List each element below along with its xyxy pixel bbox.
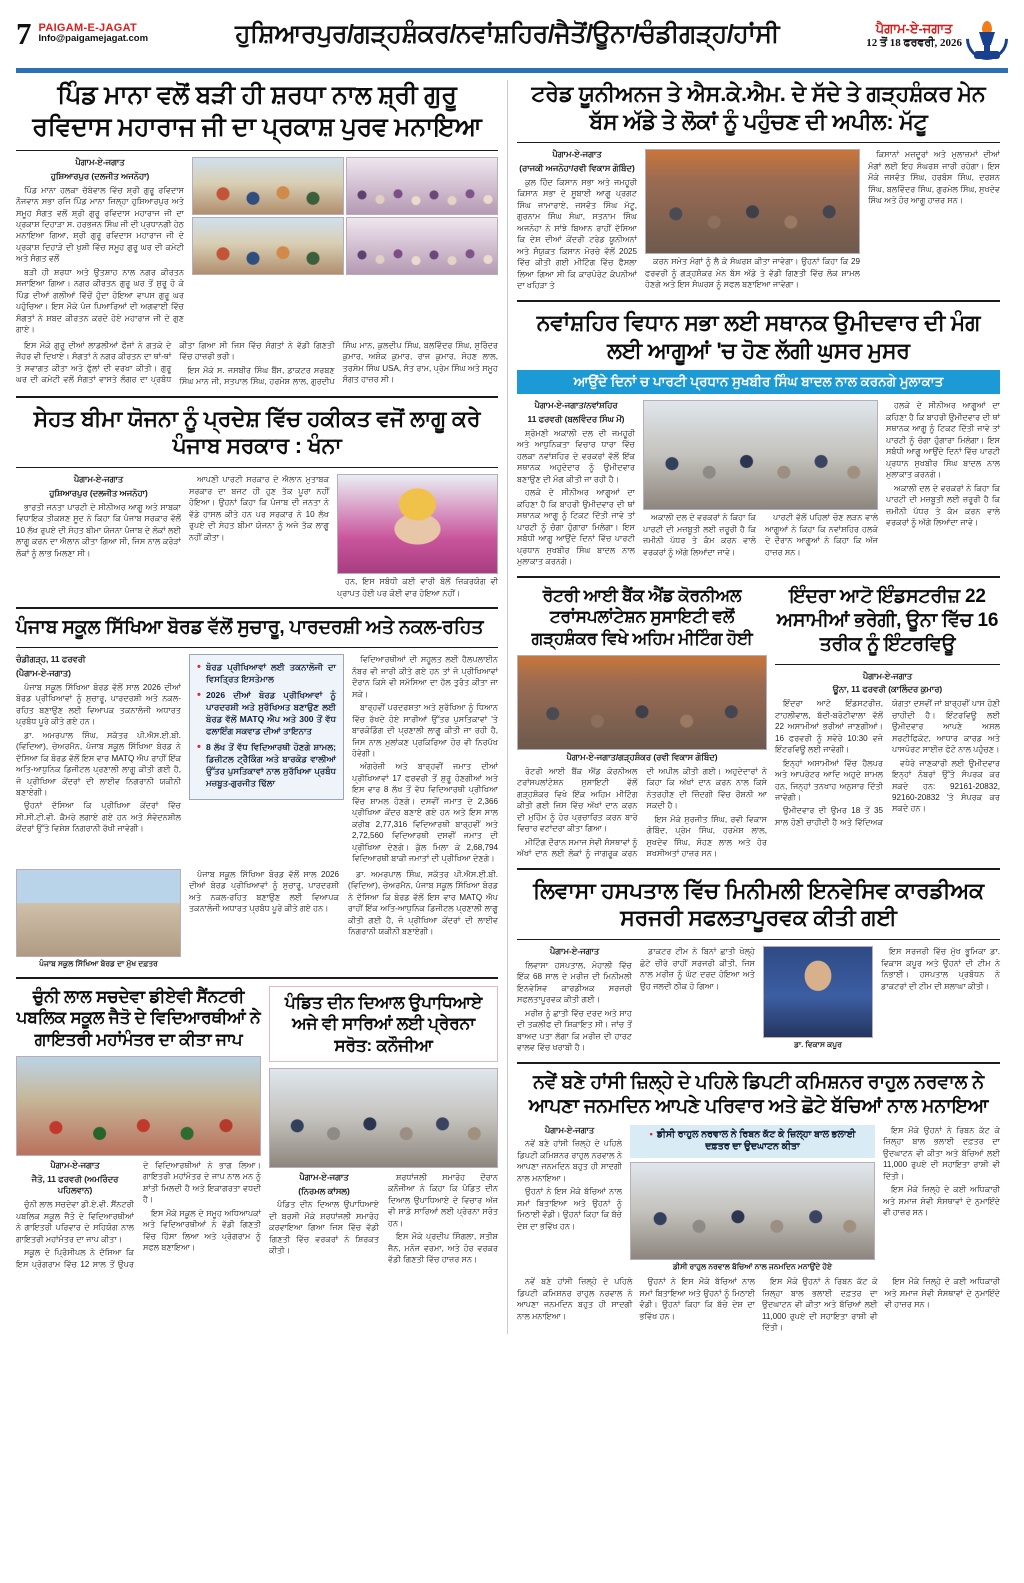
paragraph: ਪੰਡਿਤ ਦੀਨ ਦਿਆਲ ਉਪਾਧਿਆਏ ਦੀ ਬਰਸੀ ਮੌਕੇ ਸ਼ਰਧਾਂਜਲੀ ਸਮਾਰੋਹ ਕਰਵਾਇਆ ਗਿਆ ਜਿਸ ਵਿੱਚ ਵੱਡੀ ਗਿਣਤੀ ਵਿੱਚ ਵਰਕਰਾਂ ਨੇ ਸ਼ਿਰਕਤ ਕੀਤੀ। (269, 1200, 379, 1256)
photo-shradhanjali (269, 1068, 498, 1168)
photo (192, 217, 344, 275)
article-rotary (517, 585, 767, 860)
paragraph: ਪਾਰਟੀ ਵੱਲੋਂ ਪਹਿਲਾਂ ਚੋਣ ਲੜਨ ਵਾਲੇ ਆਗੂਆਂ ਨੇ ਕਿਹਾ ਕਿ ਨਵਾਂਸ਼ਹਿਰ ਹਲਕੇ ਦੇ ਦੌਰਾਨ ਆਗੂਆਂ ਨੇ ਕਿਹਾ ਕਿ ਅੱਜ ਹਾਜ਼ਰ ਸਨ। (765, 513, 878, 557)
paragraph: ਬੜੀ ਹੀ ਸ਼ਰਧਾ ਅਤੇ ਉਤਸ਼ਾਹ ਨਾਲ ਨਗਰ ਕੀਰਤਨ ਸਜਾਇਆ ਗਿਆ। ਨਗਰ ਕੀਰਤਨ ਗੁਰੂ ਘਰ ਤੋਂ ਸ਼ੁਰੂ ਹੋ ਕੇ ਪਿੰਡ ਦੀਆਂ ਗਲੀਆਂ ਵਿੱਚੋਂ ਹੁੰਦਾ ਹੋਇਆ ਵਾਪਸ ਗੁਰੂ ਘਰ ਪਹੁੰਚਿਆ। ਇਸ ਮੌਕੇ ਪੰਜ ਪਿਆਰਿਆਂ ਦੀ ਅਗਵਾਈ ਵਿੱਚ ਸੰਗਤਾਂ ਨੇ ਸ਼ਬਦ ਕੀਰਤਨ ਕਰਦੇ ਹੋਏ ਮਹਾਰਾਜ ਜੀ ਦੇ ਗੁਣ ਗਾਏ। (16, 267, 184, 335)
divider (517, 142, 1000, 143)
byline-paper: ਪੈਗਾਮ-ਏ-ਜਗਾਤ (549, 946, 600, 957)
paragraph: ਆਪਣੀ ਪਾਰਟੀ ਸਰਕਾਰ ਦੇ ਐਲਾਨ ਮੁਤਾਬਕ ਸਰਕਾਰ ਦਾ ਬਜਟ ਹੀ ਹੁਣ ਤੱਕ ਪੂਰਾ ਨਹੀਂ ਹੋਇਆ। ਉਹਨਾਂ ਕਿਹਾ ਕਿ ਪੰਜਾਬ ਦੀ ਜਨਤਾ ਨੇ ਵੱਡੇ ਹਾਸਲ ਕੀਤੇ ਹਨ ਪਰ ਸਰਕਾਰ ਨੇ 10 ਲੱਖ ਰੁਪਏ ਦੀ ਸੇਹਤ ਬੀਮਾ ਯੋਜਨਾ ਨੂੰ ਅਜੇ ਤੱਕ ਲਾਗੂ ਨਹੀਂ ਕੀਤਾ। (189, 475, 329, 542)
brand-name: PAIGAM-E-JAGAT (38, 21, 138, 34)
article-pseb (16, 616, 498, 969)
paragraph: ਇਸ ਮੌਕੇ ਉਹਨਾਂ ਨੇ ਰਿਬਨ ਕੱਟ ਕੇ ਜ਼ਿਲ੍ਹਾ ਬਾਲ ਭਲਾਈ ਦਫ਼ਤਰ ਦਾ ਉਦਘਾਟਨ ਵੀ ਕੀਤਾ ਅਤੇ ਬੱਚਿਆਂ ਲਈ 11,000 ਰੁਪਏ ਦੀ ਸਹਾਇਤਾ ਰਾਸ਼ੀ ਵੀ ਦਿੱਤੀ। (762, 1277, 878, 1333)
pseb-highlights-box (189, 654, 344, 800)
headline-ravidas: ਪਿੰਡ ਮਾਨਾ ਵਲੋਂ ਬੜੀ ਹੀ ਸ਼ਰਧਾ ਨਾਲ ਸ਼੍ਰੀ ਗੁਰੂ ਰਵਿਦਾਸ ਮਹਾਰਾਜ ਜੀ ਦਾ ਪ੍ਰਕਾਸ਼ ਪੁਰਵ ਮਨਾਇਆ (32, 81, 482, 141)
photo (346, 157, 498, 215)
paragraph: ਡਾਕਟਰ ਟੀਮ ਨੇ ਬਿਨਾਂ ਛਾਤੀ ਖੋਲ੍ਹੇ ਛੋਟੇ ਚੀਰੇ ਰਾਹੀਂ ਸਰਜਰੀ ਕੀਤੀ, ਜਿਸ ਨਾਲ ਮਰੀਜ਼ ਨੂੰ ਘੱਟ ਦਰਦ ਹੋਇਆ ਅਤੇ ਉਹ ਜਲਦੀ ਠੀਕ ਹੋ ਗਿਆ। (640, 947, 755, 991)
byline-paper: ਪੈਗਾਮ-ਏ-ਜਗਾਤ (299, 1171, 349, 1182)
paragraph: ਲਿਵਾਸਾ ਹਸਪਤਾਲ, ਮੋਹਾਲੀ ਵਿੱਚ ਇੱਕ 68 ਸਾਲ ਦੇ ਮਰੀਜ਼ ਦੀ ਮਿਨੀਮਲੀ ਇਨਵੇਸਿਵ ਕਾਰਡੀਅਕ ਸਰਜਰੀ ਸਫਲਤਾਪੂਰਵਕ ਕੀਤੀ ਗਈ। (517, 960, 632, 1005)
paragraph: ਕਿਸਾਨਾਂ ਮਜ਼ਦੂਰਾਂ ਅਤੇ ਮੁਲਾਜ਼ਮਾਂ ਦੀਆਂ ਮੰਗਾਂ ਲਈ ਇਹ ਸੰਘਰਸ਼ ਜਾਰੀ ਰਹੇਗਾ। ਇਸ ਮੌਕੇ ਜਸਵੰਤ ਸਿੰਘ, ਹਰਬੰਸ ਸਿੰਘ, ਦਰਸ਼ਨ ਸਿੰਘ, ਬਲਵਿੰਦਰ ਸਿੰਘ, ਗੁਰਮੇਲ ਸਿੰਘ, ਸੁਖਦੇਵ ਸਿੰਘ ਅਤੇ ਹੋਰ ਆਗੂ ਹਾਜ਼ਰ ਸਨ। (868, 150, 1000, 206)
photo-caption: ਡੀਸੀ ਰਾਹੁਲ ਨਰਵਾਲ ਬੱਚਿਆਂ ਨਾਲ ਜਨਮਦਿਨ ਮਨਾਉਂਦੇ ਹੋਏ (672, 1262, 833, 1272)
article-livasa (517, 877, 1000, 1054)
paragraph: ਮੀਟਿੰਗ ਦੌਰਾਨ ਸਮਾਜ ਸੇਵੀ ਸੰਸਥਾਵਾਂ ਨੂੰ ਅੱਖਾਂ ਦਾਨ ਲਈ ਲੋਕਾਂ ਨੂੰ ਜਾਗਰੂਕ ਕਰਨ ਦੀ ਅਪੀਲ ਕੀਤੀ ਗਈ। ਅਹੁਦੇਦਾਰਾਂ ਨੇ ਕਿਹਾ ਕਿ ਅੱਖਾਂ ਦਾਨ ਕਰਨ ਨਾਲ ਕਿਸੇ ਨੇਤਰਹੀਣ ਦੀ ਜ਼ਿੰਦਗੀ ਵਿੱਚ ਰੌਸ਼ਨੀ ਆ ਸਕਦੀ ਹੈ। (517, 766, 767, 859)
paragraph: ਅਕਾਲੀ ਦਲ ਦੇ ਵਰਕਰਾਂ ਨੇ ਕਿਹਾ ਕਿ ਪਾਰਟੀ ਦੀ ਮਜ਼ਬੂਤੀ ਲਈ ਜ਼ਰੂਰੀ ਹੈ ਕਿ ਜ਼ਮੀਨੀ ਪੱਧਰ ਤੇ ਕੰਮ ਕਰਨ ਵਾਲੇ ਵਰਕਰਾਂ ਨੂੰ ਅੱਗੇ ਲਿਆਂਦਾ ਜਾਵੇ। (643, 513, 756, 557)
brand-email: Info@paigamejagat.com (38, 33, 149, 45)
paragraph: ਡਾ. ਅਮਰਪਾਲ ਸਿੰਘ, ਸਕੱਤਰ ਪੀ.ਐਸ.ਈ.ਬੀ. (ਵਿਦਿਆ), ਚੇਅਰਮੈਨ, ਪੰਜਾਬ ਸਕੂਲ ਸਿੱਖਿਆ ਬੋਰਡ ਨੇ ਦੱਸਿਆ ਕਿ ਬੋਰਡ ਵੱਲੋਂ ਇਸ ਵਾਰ MATQ ਐਪ ਰਾਹੀਂ ਇੱਕ ਅਤਿ-ਆਧੁਨਿਕ ਡਿਜੀਟਲ ਪ੍ਰਣਾਲੀ ਲਾਗੂ ਕੀਤੀ ਗਈ ਹੈ, ਜੋ ਪ੍ਰੀਖਿਆ ਕੇਂਦਰਾਂ ਦੀ ਲਾਈਵ ਨਿਗਰਾਨੀ ਯਕੀਨੀ ਬਣਾਏਗੀ। (16, 730, 181, 797)
pandit-headline-box (269, 986, 498, 1062)
photo-gayatri-jaap (16, 1056, 261, 1156)
paragraph: ਉਹਨਾਂ ਨੇ ਇਸ ਮੌਕੇ ਬੱਚਿਆਂ ਨਾਲ ਸਮਾਂ ਬਿਤਾਇਆ ਅਤੇ ਉਹਨਾਂ ਨੂੰ ਮਿਠਾਈ ਵੰਡੀ। ਉਹਨਾਂ ਕਿਹਾ ਕਿ ਬੱਚੇ ਦੇਸ਼ ਦਾ ਭਵਿੱਖ ਹਨ। (639, 1277, 755, 1321)
paragraph: ਹਲਕੇ ਦੇ ਸੀਨੀਅਰ ਆਗੂਆਂ ਦਾ ਕਹਿਣਾ ਹੈ ਕਿ ਬਾਹਰੀ ਉਮੀਦਵਾਰ ਦੀ ਥਾਂ ਸਥਾਨਕ ਆਗੂ ਨੂੰ ਟਿਕਟ ਦਿੱਤੀ ਜਾਵੇ ਤਾਂ ਪਾਰਟੀ ਨੂੰ ਚੰਗਾ ਹੁੰਗਾਰਾ ਮਿਲੇਗਾ। ਇਸ ਸਬੰਧੀ ਆਗੂ ਆਉਂਦੇ ਦਿਨਾਂ ਵਿੱਚ ਪਾਰਟੀ ਪ੍ਰਧਾਨ ਸੁਖਬੀਰ ਸਿੰਘ ਬਾਦਲ ਨਾਲ ਮੁਲਾਕਾਤ ਕਰਨਗੇ। (517, 488, 635, 567)
photo-caption: ਡਾ. ਵਿਕਾਸ ਕਪੂਰ (794, 1040, 842, 1050)
paragraph: ਇਸ ਮੌਕੇ ਸਕੂਲ ਦੇ ਸਮੂਹ ਅਧਿਆਪਕਾਂ ਅਤੇ ਵਿਦਿਆਰਥੀਆਂ ਨੇ ਵੱਡੀ ਗਿਣਤੀ ਵਿੱਚ ਹਿੱਸਾ ਲਿਆ ਅਤੇ ਪ੍ਰੋਗਰਾਮ ਨੂੰ ਸਫਲ ਬਣਾਇਆ। (143, 1208, 261, 1253)
content-grid (16, 80, 1008, 1334)
paragraph: ਨਵੇਂ ਬਣੇ ਹਾਂਸੀ ਜ਼ਿਲ੍ਹੇ ਦੇ ਪਹਿਲੇ ਡਿਪਟੀ ਕਮਿਸ਼ਨਰ ਰਾਹੁਲ ਨਰਵਾਲ ਨੇ ਆਪਣਾ ਜਨਮਦਿਨ ਬਹੁਤ ਹੀ ਸਾਦਗੀ ਨਾਲ ਮਨਾਇਆ। (517, 1139, 622, 1183)
divider (16, 977, 498, 979)
byline-paper: ਪੈਗਾਮ-ਏ-ਜਗਾਤ (862, 670, 913, 681)
byline-place: ਹੁਸ਼ਿਆਰਪੁਰ (ਦਲਜੀਤ ਅਜਨੋਹਾ) (49, 487, 148, 498)
brand-block (39, 22, 149, 46)
left-column (16, 80, 508, 1334)
divider (16, 150, 498, 151)
paragraph: ਵਧੇਰੇ ਜਾਣਕਾਰੀ ਲਈ ਉਮੀਦਵਾਰ ਇਨ੍ਹਾਂ ਨੰਬਰਾਂ ਉੱਤੇ ਸੰਪਰਕ ਕਰ ਸਕਦੇ ਹਨ: 92161-20832, 92160-20832 'ਤੇ ਸੰਪਰਕ ਕਰ ਸਕਦੇ ਹਨ। (892, 758, 1000, 814)
headline-pseb: ਪੰਜਾਬ ਸਕੂਲ ਸਿੱਖਿਆ ਬੋਰਡ ਵੱਲੋਂ ਸੁਚਾਰੂ, ਪਾਰਦਰਸ਼ੀ ਅਤੇ ਨਕਲ-ਰਹਿਤ (16, 617, 484, 639)
photo (346, 217, 498, 275)
divider (16, 607, 498, 609)
divider (517, 1062, 1000, 1064)
headline-nawanshahr: ਨਵਾਂਸ਼ਹਿਰ ਵਿਧਾਨ ਸਭਾ ਲਈ ਸਥਾਨਕ ਉਮੀਦਵਾਰ ਦੀ ਮੰਗ ਲਈ ਆਗੂਆਂ 'ਚ ਹੋਣ ਲੱਗੀ ਘੁਸਰ ਮੁਸਰ (536, 309, 981, 363)
paragraph: ਸ਼੍ਰੋਮਣੀ ਅਕਾਲੀ ਦਲ ਦੀ ਜਮਹੂਰੀ ਅਤੇ ਆਧੁਨਿਕਤਾ ਵਿਚਾਰ ਧਾਰਾ ਵਿੱਚ ਹਲਕਾ ਨਵਾਂਸ਼ਹਿਰ ਦੇ ਵਰਕਰਾਂ ਵੱਲੋਂ ਇੱਕ ਸਥਾਨਕ ਅਹੁਦੇਦਾਰ ਨੂੰ ਉਮੀਦਵਾਰ ਬਣਾਉਣ ਦੀ ਮੰਗ ਕੀਤੀ ਜਾ ਰਹੀ ਹੈ। (517, 428, 635, 484)
page-number: 7 (16, 16, 32, 51)
photo-caption: ਪੰਜਾਬ ਸਕੂਲ ਸਿੱਖਿਆ ਬੋਰਡ ਦਾ ਮੁੱਖ ਦਫ਼ਤਰ (39, 958, 158, 968)
headline-pandit-deen: ਪੰਡਿਤ ਦੀਨ ਦਿਆਲ ਉਪਾਧਿਆਏ ਅਜੇ ਵੀ ਸਾਰਿਆਂ ਲਈ ਪ੍ਰੇਰਨਾ ਸਰੋਤ: ਕਨੌਜੀਆ (284, 992, 483, 1055)
divider (16, 467, 498, 468)
paragraph: ਰੋਟਰੀ ਆਈ ਬੈਂਕ ਐਂਡ ਕੋਰਨੀਅਲ ਟਰਾਂਸਪਲਾਂਟੇਸ਼ਨ ਸੁਸਾਇਟੀ ਵੱਲੋਂ ਗੜ੍ਹਸ਼ੰਕਰ ਵਿਖੇ ਇੱਕ ਅਹਿਮ ਮੀਟਿੰਗ ਕੀਤੀ ਗਈ ਜਿਸ ਵਿੱਚ ਅੱਖਾਂ ਦਾਨ ਕਰਨ ਦੀ ਮੁਹਿੰਮ ਨੂੰ ਹੋਰ ਪ੍ਰਚਾਰਿਤ ਕਰਨ ਬਾਰੇ ਵਿਚਾਰ ਵਟਾਂਦਰਾ ਕੀਤਾ ਗਿਆ। (517, 766, 638, 834)
byline-place: 11 ਫਰਵਰੀ (ਬਲਵਿੰਦਰ ਸਿੰਘ ਮੌਂ) (527, 414, 625, 425)
byline-place: (ਨਿਰਮਲ ਕਾਂਸਲ) (298, 1185, 350, 1196)
paragraph: ਅੰਗਰੇਜ਼ੀ ਅਤੇ ਬਾਰ੍ਹਵੀਂ ਜਮਾਤ ਦੀਆਂ ਪ੍ਰੀਖਿਆਵਾਂ 17 ਫਰਵਰੀ ਤੋਂ ਸ਼ੁਰੂ ਹੋਣਗੀਆਂ ਅਤੇ ਇਸ ਵਾਰ 8 ਲੱਖ ਤੋਂ ਵੱਧ ਵਿਦਿਆਰਥੀ ਪ੍ਰੀਖਿਆ ਵਿੱਚ ਸ਼ਾਮਲ ਹੋਣਗੇ। ਦਸਵੀਂ ਜਮਾਤ ਦੇ 2,366 ਪ੍ਰੀਖਿਆ ਕੇਂਦਰ ਬਣਾਏ ਗਏ ਹਨ ਅਤੇ ਇਸ ਸਾਲ ਕਰੀਬ 2,77,316 ਵਿਦਿਆਰਥੀ ਬਾਰ੍ਹਵੀਂ ਅਤੇ 2,72,560 ਵਿਦਿਆਰਥੀ ਦਸਵੀਂ ਜਮਾਤ ਦੀ ਪ੍ਰੀਖਿਆ ਦੇਣਗੇ। ਕੁੱਲ ਮਿਲਾ ਕੇ 2,68,794 ਵਿਦਿਆਰਥੀ ਬਾਕੀ ਜਮਾਤਾਂ ਦੀ ਪ੍ਰੀਖਿਆ ਦੇਣਗੇ। (352, 762, 498, 864)
paragraph: ਨਵੇਂ ਬਣੇ ਹਾਂਸੀ ਜ਼ਿਲ੍ਹੇ ਦੇ ਪਹਿਲੇ ਡਿਪਟੀ ਕਮਿਸ਼ਨਰ ਰਾਹੁਲ ਨਰਵਾਲ ਨੇ ਆਪਣਾ ਜਨਮਦਿਨ ਬਹੁਤ ਹੀ ਸਾਦਗੀ ਨਾਲ ਮਨਾਇਆ। (517, 1277, 633, 1321)
divider (517, 939, 1000, 940)
masthead (16, 18, 1008, 66)
paragraph: ਮਰੀਜ਼ ਨੂੰ ਛਾਤੀ ਵਿੱਚ ਦਰਦ ਅਤੇ ਸਾਹ ਦੀ ਤਕਲੀਫ ਦੀ ਸ਼ਿਕਾਇਤ ਸੀ। ਜਾਂਚ ਤੋਂ ਬਾਅਦ ਪਤਾ ਲੱਗਾ ਕਿ ਮਰੀਜ਼ ਦੀ ਹਾਰਟ ਵਾਲਵ ਵਿੱਚ ਖਰਾਬੀ ਹੈ। (517, 1008, 632, 1053)
headline-livasa: ਲਿਵਾਸਾ ਹਸਪਤਾਲ ਵਿੱਚ ਮਿਨੀਮਲੀ ਇਨਵੇਸਿਵ ਕਾਰਡੀਅਕ ਸਰਜਰੀ ਸਫਲਤਾਪੂਰਵਕ ਕੀਤੀ ਗਈ (533, 877, 984, 931)
paragraph: ਵਿਦਿਆਰਥੀਆਂ ਦੀ ਸਹੂਲਤ ਲਈ ਹੈਲਪਲਾਈਨ ਨੰਬਰ ਵੀ ਜਾਰੀ ਕੀਤੇ ਗਏ ਹਨ ਤਾਂ ਜੋ ਪ੍ਰੀਖਿਆਵਾਂ ਦੌਰਾਨ ਕਿਸੇ ਵੀ ਸਮੱਸਿਆ ਦਾ ਹੱਲ ਤੁਰੰਤ ਕੀਤਾ ਜਾ ਸਕੇ। (352, 655, 498, 699)
byline-paper: ਪੈਗਾਮ-ਏ-ਜਗਾਤ (544, 1124, 595, 1135)
article-indira (775, 585, 1000, 860)
paragraph: ਹਲਕੇ ਦੇ ਸੀਨੀਅਰ ਆਗੂਆਂ ਦਾ ਕਹਿਣਾ ਹੈ ਕਿ ਬਾਹਰੀ ਉਮੀਦਵਾਰ ਦੀ ਥਾਂ ਸਥਾਨਕ ਆਗੂ ਨੂੰ ਟਿਕਟ ਦਿੱਤੀ ਜਾਵੇ ਤਾਂ ਪਾਰਟੀ ਨੂੰ ਚੰਗਾ ਹੁੰਗਾਰਾ ਮਿਲੇਗਾ। ਇਸ ਸਬੰਧੀ ਆਗੂ ਆਉਂਦੇ ਦਿਨਾਂ ਵਿੱਚ ਪਾਰਟੀ ਪ੍ਰਧਾਨ ਸੁਖਬੀਰ ਸਿੰਘ ਬਾਦਲ ਨਾਲ ਮੁਲਾਕਾਤ ਕਰਨਗੇ। (886, 401, 1000, 480)
torch-logo-icon (966, 18, 1008, 60)
paragraph: ਸਕੂਲ ਦੇ ਪ੍ਰਿੰਸੀਪਲ ਨੇ ਦੱਸਿਆ ਕਿ ਇਸ ਪ੍ਰੋਗਰਾਮ ਵਿੱਚ 12 ਸਾਲ ਤੋਂ ਉਪਰ ਦੇ ਵਿਦਿਆਰਥੀਆਂ ਨੇ ਭਾਗ ਲਿਆ। ਗਾਇਤਰੀ ਮਹਾਂਮੰਤਰ ਦੇ ਜਾਪ ਨਾਲ ਮਨ ਨੂੰ ਸ਼ਾਂਤੀ ਮਿਲਦੀ ਹੈ ਅਤੇ ਇਕਾਗਰਤਾ ਵਧਦੀ ਹੈ। (16, 1160, 261, 1269)
portrait-photo-doctor (763, 946, 873, 1038)
paragraph: ਪਿੰਡ ਮਾਨਾ ਹਲਕਾ ਚੱਬੇਵਾਲ ਵਿੱਚ ਸ਼੍ਰੀ ਗੁਰੂ ਰਵਿਦਾਸ ਨੌਜਵਾਨ ਸਭਾ ਰਜਿ ਪਿੰਡ ਮਾਨਾ ਜਿਲ੍ਹਾ ਹੁਸ਼ਿਆਰਪੁਰ ਅਤੇ ਸਮੂਹ ਸੰਗਤ ਵਲੋਂ ਸ਼੍ਰੀ ਗੁਰੂ ਰਵਿਦਾਸ ਮਹਾਰਾਜ ਜੀ ਦਾ ਪ੍ਰਕਾਸ਼ ਦਿਹਾੜਾ ਸ. ਹਰਭਜਨ ਸਿੰਘ ਜੀ ਦੀ ਪ੍ਰਧਾਨਗੀ ਹੇਠ ਮਨਾਇਆ ਗਿਆ, ਸ਼੍ਰੀ ਗੁਰੂ ਰਵਿਦਾਸ ਮਹਾਰਾਜ ਜੀ ਦੇ ਪ੍ਰਕਾਸ਼ ਦਿਹਾੜੇ ਦੀ ਖੁਸ਼ੀ ਵਿੱਚ ਸਮੂਹ ਗੁਰੂ ਘਰ ਦੀ ਕਮੇਟੀ ਅਤੇ ਸੰਗਤ ਵਲੋਂ (16, 185, 184, 264)
article-pandit-deen (269, 986, 498, 1270)
divider (517, 300, 1000, 302)
masthead-right-text (866, 18, 962, 50)
byline-place: (ਰਾਜਕੀ ਅਜਨੋਹਾ/ਰਵੀ ਵਿਕਾਸ ਗੋਬਿੰਦ) (519, 163, 635, 174)
masthead-left (16, 18, 148, 49)
paper-title: ਪੈਗਾਮ-ਏ-ਜਗਾਤ (875, 21, 953, 36)
photo-pseb-building (16, 869, 181, 957)
divider (16, 647, 498, 648)
edition-list: ਹੁਸ਼ਿਆਰਪੁਰ/ਗੜ੍ਹਸ਼ੰਕਰ/ਨਵਾਂਸ਼ਹਿਰ/ਜੈਤੋਂ/ਊਨਾ/ਚੰਡੀਗੜ੍ਹ/ਹਾਂਸੀ (235, 20, 780, 48)
paragraph: ਇਸ ਮੌਕੇ ਜ਼ਿਲ੍ਹੇ ਦੇ ਕਈ ਅਧਿਕਾਰੀ ਅਤੇ ਸਮਾਜ ਸੇਵੀ ਸੰਸਥਾਵਾਂ ਦੇ ਨੁਮਾਇੰਦੇ ਵੀ ਹਾਜ਼ਰ ਸਨ। (883, 1185, 1000, 1217)
photo-rotary-meeting (517, 655, 767, 750)
subheadline-band-hansi: • ਡੀਸੀ ਰਾਹੁਲ ਨਰਵਾਲ ਨੇ ਰਿਬਨ ਕੱਟ ਕੇ ਜ਼ਿਲ੍ਹਾ ਬਾਲ ਭਲਾਈ ਦਫ਼ਤਰ ਦਾ ਉਦਘਾਟਨ ਕੀਤਾ (636, 1129, 869, 1155)
paragraph: ਸ਼ਰਧਾਂਜਲੀ ਸਮਾਰੋਹ ਦੌਰਾਨ ਕਨੌਜੀਆ ਨੇ ਕਿਹਾ ਕਿ ਪੰਡਿਤ ਦੀਨ ਦਿਆਲ ਉਪਾਧਿਆਏ ਦੇ ਵਿਚਾਰ ਅੱਜ ਵੀ ਸਾਡੇ ਸਾਰਿਆਂ ਲਈ ਪ੍ਰੇਰਨਾ ਸਰੋਤ ਹਨ। (388, 1172, 498, 1228)
paragraph: ਚੁੰਨੀ ਲਾਲ ਸਚਦੇਵਾ ਡੀ.ਏ.ਵੀ. ਸੈਂਨਟਰੀ ਪਬਲਿਕ ਸਕੂਲ ਜੈਤੋ ਦੇ ਵਿਦਿਆਰਥੀਆਂ ਨੇ ਗਾਇਤਰੀ ਪਰਿਵਾਰ ਦੇ ਸਹਿਯੋਗ ਨਾਲ ਗਾਇਤਰੀ ਮਹਾਂਮੰਤਰ ਦਾ ਜਾਪ ਕੀਤਾ। (16, 1200, 134, 1244)
list-item: • 2026 ਦੀਆਂ ਬੋਰਡ ਪ੍ਰੀਖਿਆਵਾਂ ਨੂੰ ਪਾਰਦਰਸ਼ੀ ਅਤੇ ਸੁਰੱਖਿਅਤ ਬਣਾਉਣ ਲਈ ਬੋਰਡ ਵੱਲੋਂ MATQ ਐਪ ਅਤੇ 300 ਤੋਂ ਵੱਧ ਫਲਾਇੰਗ ਸਕਵਾਡ ਦੀਆਂ ਤਾਇਨਾਤ (197, 689, 336, 737)
paragraph: ਭਾਰਤੀ ਜਨਤਾ ਪਾਰਟੀ ਦੇ ਸੀਨੀਅਰ ਆਗੂ ਅਤੇ ਸਾਬਕਾ ਵਿਧਾਇਕ ਤੀਕਸ਼ਣ ਸੂਦ ਨੇ ਕਿਹਾ ਕਿ ਪੰਜਾਬ ਸਰਕਾਰ ਵੱਲੋਂ 10 ਲੱਖ ਰੁਪਏ ਦੀ ਸੇਹਤ ਬੀਮਾ ਯੋਜਨਾ ਪੰਜਾਬ ਦੇ ਲੋਕਾਂ ਲਈ ਲਾਗੂ ਕਰਨ ਦਾ ਐਲਾਨ ਕੀਤਾ ਗਿਆ ਸੀ, ਜਿਸ ਨਾਲ ਕਰੋੜਾਂ ਲੋਕਾਂ ਨੂੰ ਲਾਭ ਮਿਲਣਾ ਸੀ। (16, 502, 181, 558)
article-sehat-bima (16, 405, 498, 599)
masthead-center (148, 18, 866, 49)
headline-indira: ਇੰਦਰਾ ਆਟੋ ਇੰਡਸਟਰੀਜ਼ 22 ਅਸਾਮੀਆਂ ਭਰੇਗੀ, ਊਨਾ ਵਿੱਚ 16 ਤਰੀਕ ਨੂੰ ਇੰਟਰਵਿਊ (776, 585, 999, 655)
photo (192, 157, 344, 215)
list-item: • 8 ਲੱਖ ਤੋਂ ਵੱਧ ਵਿਦਿਆਰਥੀ ਹੋਣਗੇ ਸ਼ਾਮਲ; ਡਿਜ਼ੀਟਲ ਟ੍ਰੈਕਿੰਗ ਅਤੇ ਬਾਰਕੋਡ ਵਾਲੀਆਂ ਉੱਤਰ ਪੁਸਤਿਕਾਵਾਂ ਨਾਲ ਸੁਰੱਖਿਆ ਪ੍ਰਬੰਧ ਮਜ਼ਬੂਤ-ਗੁਰਜੀਤ ਢਿੱਲਾ (197, 741, 336, 789)
photo-akali-leaders (643, 400, 878, 510)
paragraph: ਇਸ ਮੌਕੇ ਸੁਰਜੀਤ ਸਿੰਘ, ਰਵੀ ਵਿਕਾਸ ਗੋਬਿੰਦ, ਪ੍ਰੇਮ ਸਿੰਘ, ਹਰਮੇਸ਼ ਲਾਲ, ਸੁਖਦੇਵ ਸਿੰਘ, ਸੋਹਣ ਲਾਲ ਅਤੇ ਹੋਰ ਸ਼ਖਸੀਅਤਾਂ ਹਾਜ਼ਰ ਸਨ। (646, 814, 767, 859)
paragraph: ਇਸ ਮੌਕੇ ਜ਼ਿਲ੍ਹੇ ਦੇ ਕਈ ਅਧਿਕਾਰੀ ਅਤੇ ਸਮਾਜ ਸੇਵੀ ਸੰਸਥਾਵਾਂ ਦੇ ਨੁਮਾਇੰਦੇ ਵੀ ਹਾਜ਼ਰ ਸਨ। (884, 1277, 1000, 1310)
byline-paper: ਪੈਗਾਮ-ਏ-ਜਗਾਤ (552, 149, 602, 160)
paragraph: ਇੰਦਰਾ ਆਟੋ ਇੰਡਸਟਰੀਜ਼, ਟਾਹਲੀਵਾਲ, ਬੱਦੀ-ਬਰੋਟੀਵਾਲਾ ਵੱਲੋਂ 22 ਅਸਾਮੀਆਂ ਭਰੀਆਂ ਜਾਣਗੀਆਂ। 16 ਫਰਵਰੀ ਨੂੰ ਸਵੇਰੇ 10:30 ਵਜੇ ਇੰਟਰਵਿਊ ਲਈ ਜਾਵੇਗੀ। (775, 699, 883, 755)
dateline-pseb: ਚੰਡੀਗੜ੍ਹ, 11 ਫਰਵਰੀ (16, 654, 86, 665)
byline-paper: ਪੈਗਾਮ-ਏ-ਜਗਾਤ (73, 474, 124, 485)
article-chuni-lal (16, 986, 261, 1270)
right-column (508, 80, 1000, 1334)
masthead-right (866, 18, 1008, 60)
paragraph: ਬਾਰ੍ਹਵੀਂ ਪਰਦਰਸ਼ਤਾ ਅਤੇ ਸੁਰੱਖਿਆ ਨੂੰ ਧਿਆਨ ਵਿੱਚ ਰੱਖਦੇ ਹੋਏ ਸਾਰੀਆਂ ਉੱਤਰ ਪੁਸਤਿਕਾਵਾਂ 'ਤੇ ਬਾਰਕੋਡਿੰਗ ਦੀ ਪ੍ਰਣਾਲੀ ਲਾਗੂ ਕੀਤੀ ਜਾ ਰਹੀ ਹੈ, ਜਿਸ ਨਾਲ ਮੁਲਾਂਕਣ ਪ੍ਰਕਿਰਿਆ ਹੋਰ ਵੀ ਨਿਰਪੱਖ ਹੋਵੇਗੀ। (352, 703, 498, 758)
divider (16, 396, 498, 398)
paragraph: ਇਸ ਮੌਕੇ ਪ੍ਰਦੀਪ ਸਿੰਗਲਾ, ਸਤੀਸ਼ ਜੈਨ, ਮਨੋਜ ਵਰਮਾ, ਅਤੇ ਹੋਰ ਵਰਕਰ ਵੱਡੀ ਗਿਣਤੀ ਵਿੱਚ ਹਾਜ਼ਰ ਸਨ। (388, 1232, 498, 1265)
subheadline-band-nawanshahr: ਆਉਂਦੇ ਦਿਨਾਂ ਚ ਪਾਰਟੀ ਪ੍ਰਧਾਨ ਸੁਖਬੀਰ ਸਿੰਘ ਬਾਦਲ ਨਾਲ ਕਰਨਗੇ ਮੁਲਾਕਾਤ (517, 370, 1000, 394)
paragraph: ਪੰਜਾਬ ਸਕੂਲ ਸਿੱਖਿਆ ਬੋਰਡ ਵੱਲੋਂ ਸਾਲ 2026 ਦੀਆਂ ਬੋਰਡ ਪ੍ਰੀਖਿਆਵਾਂ ਨੂੰ ਸੁਚਾਰੂ, ਪਾਰਦਰਸ਼ੀ ਅਤੇ ਨਕਲ-ਰਹਿਤ ਬਣਾਉਣ ਲਈ ਵਿਆਪਕ ਤਕਨਾਲੋਜੀ ਅਧਾਰਤ ਪ੍ਰਬੰਧ ਪੂਰੇ ਕੀਤੇ ਗਏ ਹਨ। (189, 869, 339, 914)
paragraph: ਇਨ੍ਹਾਂ ਅਸਾਮੀਆਂ ਵਿੱਚ ਹੈਲਪਰ ਅਤੇ ਆਪਰੇਟਰ ਆਦਿ ਅਹੁਦੇ ਸ਼ਾਮਲ ਹਨ, ਜਿਨ੍ਹਾਂ ਤਨਖਾਹ ਅਨੁਸਾਰ ਦਿੱਤੀ ਜਾਵੇਗੀ। (775, 758, 883, 802)
paragraph: ਡਾ. ਅਮਰਪਾਲ ਸਿੰਘ, ਸਕੱਤਰ ਪੀ.ਐਸ.ਈ.ਬੀ. (ਵਿਦਿਆ), ਚੇਅਰਮੈਨ, ਪੰਜਾਬ ਸਕੂਲ ਸਿੱਖਿਆ ਬੋਰਡ ਨੇ ਦੱਸਿਆ ਕਿ ਬੋਰਡ ਵੱਲੋਂ ਇਸ ਵਾਰ MATQ ਐਪ ਰਾਹੀਂ ਇੱਕ ਅਤਿ-ਆਧੁਨਿਕ ਡਿਜੀਟਲ ਪ੍ਰਣਾਲੀ ਲਾਗੂ ਕੀਤੀ ਗਈ ਹੈ, ਜੋ ਪ੍ਰੀਖਿਆ ਕੇਂਦਰਾਂ ਦੀ ਲਾਈਵ ਨਿਗਰਾਨੀ ਯਕੀਨੀ ਬਣਾਏਗੀ। (348, 869, 498, 937)
photo-dc-birthday (630, 1162, 875, 1260)
paragraph: ਕਰਨ ਸਮੇਤ ਮੰਗਾਂ ਨੂੰ ਲੈ ਕੇ ਸੰਘਰਸ਼ ਕੀਤਾ ਜਾਵੇਗਾ। ਉਹਨਾਂ ਕਿਹਾ ਕਿ 29 ਫਰਵਰੀ ਨੂੰ ਗੜ੍ਹਸ਼ੰਕਰ ਮੇਨ ਬੱਸ ਅੱਡੇ ਤੇ ਵੱਡੀ ਗਿਣਤੀ ਵਿੱਚ ਲੋਕ ਸ਼ਾਮਲ ਹੋਣਗੇ ਅਤੇ ਇਸ ਸੰਘਰਸ਼ ਨੂੰ ਸਫਲ ਬਣਾਇਆ ਜਾਵੇਗਾ। (645, 257, 860, 290)
headline-hansi-dc: ਨਵੇਂ ਬਣੇ ਹਾਂਸੀ ਜ਼ਿਲ੍ਹੇ ਦੇ ਪਹਿਲੇ ਡਿਪਟੀ ਕਮਿਸ਼ਨਰ ਰਾਹੁਲ ਨਰਵਾਲ ਨੇ ਆਪਣਾ ਜਨਮਦਿਨ ਆਪਣੇ ਪਰਿਵਾਰ ਅਤੇ ਛੋਟੇ ਬੱਚਿਆਂ ਨਾਲ ਮਨਾਇਆ (528, 1071, 989, 1117)
paragraph: ਹਨ, ਇਸ ਸਬੰਧੀ ਕਈ ਵਾਰੀ ਬੋਲੋਂ ਜ਼ਿਕਰਯੋਗ ਵੀ ਪ੍ਰਾਪਤ ਹੋਈ ਪਰ ਕੋਈ ਵਾਰ ਹੋਇਆ ਨਹੀਂ। (337, 577, 498, 598)
byline-paper: ਪੈਗਾਮ-ਏ-ਜਗਾਤ (50, 1159, 100, 1170)
paragraph: ਇਸ ਮੌਕੇ ਸ. ਜਸਬੀਰ ਸਿੰਘ ਬੈਂਸ, ਡਾਕਟਰ ਸਰਬਣ ਸਿੰਘ ਮਾਨ ਜੀ, ਸਤਪਾਲ ਸਿੰਘ, ਹਰਮੇਸ਼ ਲਾਲ, ਗੁਰਦੀਪ ਸਿੰਘ ਮਾਨ, ਕੁਲਦੀਪ ਸਿੰਘ, ਬਲਵਿੰਦਰ ਸਿੰਘ, ਸੁਰਿੰਦਰ ਕੁਮਾਰ, ਅਸ਼ੋਕ ਕੁਮਾਰ, ਰਾਜ ਕੁਮਾਰ, ਸੋਹਣ ਲਾਲ, ਤਰਸੇਮ ਸਿੰਘ USA, ਸੰਤ ਰਾਮ, ਪ੍ਰੇਮ ਸਿੰਘ ਅਤੇ ਸਮੂਹ ਸੰਗਤ ਹਾਜ਼ਰ ਸੀ। (179, 340, 498, 387)
list-item: • ਬੋਰਡ ਪ੍ਰੀਖਿਆਵਾਂ ਲਈ ਤਕਨਾਲੋਜੀ ਦਾ ਵਿਸਤ੍ਰਿਤ ਇਸਤੇਮਾਲ (197, 661, 336, 685)
article-trade-union (517, 80, 1000, 292)
divider (517, 576, 1000, 578)
bottom-left-pair (16, 986, 498, 1270)
divider (775, 664, 1000, 665)
headline-sehat-bima: ਸੇਹਤ ਬੀਮਾ ਯੋਜਨਾ ਨੂੰ ਪ੍ਰਦੇਸ਼ ਵਿੱਚ ਹਕੀਕਤ ਵਜੋਂ ਲਾਗੂ ਕਰੇ ਪੰਜਾਬ ਸਰਕਾਰ : ਖੰਨਾ (33, 405, 481, 459)
byline-place: ਜੈਤੋ, 11 ਫਰਵਰੀ (ਅਮਰਿੰਦਰ ਪਹਿਲਵਾਨ) (31, 1173, 119, 1196)
issue-date: 12 ਤੋਂ 18 ਫਰਵਰੀ, 2026 (866, 37, 962, 49)
paragraph: ਇਸ ਮੌਕੇ ਉਹਨਾਂ ਨੇ ਰਿਬਨ ਕੱਟ ਕੇ ਜ਼ਿਲ੍ਹਾ ਬਾਲ ਭਲਾਈ ਦਫ਼ਤਰ ਦਾ ਉਦਘਾਟਨ ਵੀ ਕੀਤਾ ਅਤੇ ਬੱਚਿਆਂ ਲਈ 11,000 ਰੁਪਏ ਦੀ ਸਹਾਇਤਾ ਰਾਸ਼ੀ ਵੀ ਦਿੱਤੀ। (883, 1125, 1000, 1181)
article-ravidas (16, 80, 498, 388)
byline-place: ਹੁਸ਼ਿਆਰਪੁਰ (ਦਲਜੀਤ ਅਜਨੋਹਾ) (50, 170, 150, 181)
byline-paper: ਪੈਗਾਮ-ਏ-ਜਗਾਤ/ਨਵਾਂਸ਼ਹਿਰ (534, 400, 618, 411)
byline-paper: (ਪੈਗਾਮ-ਏ-ਜਗਾਤ) (16, 667, 71, 678)
divider (517, 868, 1000, 870)
article-nawanshahr (517, 309, 1000, 568)
photo-trade-union-meeting (645, 149, 860, 254)
paragraph: ਇਸ ਸਰਜਰੀ ਵਿੱਚ ਮੁੱਖ ਭੂਮਿਕਾ ਡਾ. ਵਿਕਾਸ ਕਪੂਰ ਅਤੇ ਉਹਨਾਂ ਦੀ ਟੀਮ ਨੇ ਨਿਭਾਈ। ਹਸਪਤਾਲ ਪ੍ਰਬੰਧਨ ਨੇ ਡਾਕਟਰਾਂ ਦੀ ਟੀਮ ਦੀ ਸ਼ਲਾਘਾ ਕੀਤੀ। (881, 947, 1000, 991)
paragraph: ਅਕਾਲੀ ਦਲ ਦੇ ਵਰਕਰਾਂ ਨੇ ਕਿਹਾ ਕਿ ਪਾਰਟੀ ਦੀ ਮਜ਼ਬੂਤੀ ਲਈ ਜ਼ਰੂਰੀ ਹੈ ਕਿ ਜ਼ਮੀਨੀ ਪੱਧਰ ਤੇ ਕੰਮ ਕਰਨ ਵਾਲੇ ਵਰਕਰਾਂ ਨੂੰ ਅੱਗੇ ਲਿਆਂਦਾ ਜਾਵੇ। (886, 483, 1000, 528)
headline-trade-union: ਟਰੇਡ ਯੂਨੀਅਨਜ ਤੇ ਐਸ.ਕੇ.ਐਮ. ਦੇ ਸੱਦੇ ਤੇ ਗੜ੍ਹਸ਼ੰਕਰ ਮੇਨ ਬੱਸ ਅੱਡੇ ਤੇ ਲੋਕਾਂ ਨੂੰ ਪਹੁੰਚਣ ਦੀ ਅਪੀਲ: ਮੱਟੂ (531, 81, 986, 134)
byline-place: ਊਨਾ, 11 ਫਰਵਰੀ (ਕਾਲਿੰਦਰ ਕੁਮਾਰ) (832, 684, 943, 695)
paragraph: ਇਸ ਮੌਕੇ ਗੁਰੂ ਦੀਆਂ ਲਾਡਲੀਆਂ ਫੌਜਾਂ ਨੇ ਗਤਕੇ ਦੇ ਜੌਹਰ ਵੀ ਦਿਖਾਏ। ਸੰਗਤਾਂ ਨੇ ਨਗਰ ਕੀਰਤਨ ਦਾ ਥਾਂ-ਥਾਂ ਤੇ ਸਵਾਗਤ ਕੀਤਾ ਅਤੇ ਫੁੱਲਾਂ ਦੀ ਵਰਖਾ ਕੀਤੀ। ਗੁਰੂ ਘਰ ਦੀ ਕਮੇਟੀ ਵਲੋਂ ਸੰਗਤਾਂ ਵਾਸਤੇ ਲੰਗਰ ਦਾ ਪ੍ਰਬੰਧ ਕੀਤਾ ਗਿਆ ਸੀ ਜਿਸ ਵਿੱਚ ਸੰਗਤਾਂ ਨੇ ਵੱਡੀ ਗਿਣਤੀ ਵਿੱਚ ਹਾਜ਼ਰੀ ਭਰੀ। (16, 340, 335, 385)
masthead-rule (16, 68, 1008, 73)
article-hansi-dc (517, 1071, 1000, 1334)
paragraph: ਉਹਨਾਂ ਨੇ ਇਸ ਮੌਕੇ ਬੱਚਿਆਂ ਨਾਲ ਸਮਾਂ ਬਿਤਾਇਆ ਅਤੇ ਉਹਨਾਂ ਨੂੰ ਮਿਠਾਈ ਵੰਡੀ। ਉਹਨਾਂ ਕਿਹਾ ਕਿ ਬੱਚੇ ਦੇਸ਼ ਦਾ ਭਵਿੱਖ ਹਨ। (517, 1187, 622, 1231)
photo-grid-ravidas (192, 157, 498, 275)
paragraph: ਪੰਜਾਬ ਸਕੂਲ ਸਿੱਖਿਆ ਬੋਰਡ ਵੱਲੋਂ ਸਾਲ 2026 ਦੀਆਂ ਬੋਰਡ ਪ੍ਰੀਖਿਆਵਾਂ ਨੂੰ ਸੁਚਾਰੂ, ਪਾਰਦਰਸ਼ੀ ਅਤੇ ਨਕਲ-ਰਹਿਤ ਬਣਾਉਣ ਲਈ ਵਿਆਪਕ ਤਕਨਾਲੋਜੀ ਅਧਾਰਤ ਪ੍ਰਬੰਧ ਪੂਰੇ ਕੀਤੇ ਗਏ ਹਨ। (16, 682, 181, 727)
byline-paper: ਪੈਗਾਮ-ਏ-ਜਗਾਤ (75, 157, 125, 167)
dc-band-box (630, 1125, 875, 1159)
byline-rotary: ਪੈਗਾਮ-ਏ-ਜਗਾਤ/ਗੜ੍ਹਸ਼ੰਕਰ (ਰਵੀ ਵਿਕਾਸ ਗੋਬਿੰਦ) (566, 752, 718, 762)
headline-rotary: ਰੋਟਰੀ ਆਈ ਬੈਂਕ ਐਂਡ ਕੋਰਨੀਅਲ ਟਰਾਂਸਪਲਾਂਟੇਸ਼ਨ ਸੁਸਾਇਟੀ ਵਲੋਂ ਗੜ੍ਹਸ਼ੰਕਰ ਵਿਖੇ ਅਹਿਮ ਮੀਟਿੰਗ ਹੋਈ (531, 585, 753, 648)
paragraph: ਉਹਨਾਂ ਦੱਸਿਆ ਕਿ ਪ੍ਰੀਖਿਆ ਕੇਂਦਰਾਂ ਵਿੱਚ ਸੀ.ਸੀ.ਟੀ.ਵੀ. ਕੈਮਰੇ ਲਗਾਏ ਗਏ ਹਨ ਅਤੇ ਸੰਵੇਦਨਸ਼ੀਲ ਕੇਂਦਰਾਂ ਉੱਤੇ ਵਿਸ਼ੇਸ਼ ਨਿਗਰਾਨੀ ਰੱਖੀ ਜਾਵੇਗੀ। (16, 801, 181, 834)
paragraph: ਕੁਲ ਹਿੰਦ ਕਿਸਾਨ ਸਭਾ ਅਤੇ ਜਮਹੂਰੀ ਕਿਸਾਨ ਸਭਾ ਦੇ ਸੂਬਾਈ ਆਗੂ ਪ੍ਰਗਟ ਸਿੰਘ ਜਾਮਾਰਾਏ, ਜਸਵੰਤ ਸਿੰਘ ਮੱਟੂ, ਗੁਰਨਾਮ ਸਿੰਘ ਸੰਘਾ, ਸਤਨਾਮ ਸਿੰਘ ਅਜਨੋਹਾ ਨੇ ਸਾਂਝੇ ਬਿਆਨ ਰਾਹੀਂ ਦੱਸਿਆ ਕਿ ਦੇਸ਼ ਦੀਆਂ ਕੇਂਦਰੀ ਟਰੇਡ ਯੂਨੀਅਨਾਂ ਅਤੇ ਸੰਯੁਕਤ ਕਿਸਾਨ ਮੋਰਚੇ ਵੱਲੋਂ 2025 ਵਿੱਚ ਕੀਤੀ ਗਈ ਮੀਟਿੰਗ ਵਿੱਚ ਫੈਸਲਾ ਲਿਆ ਗਿਆ ਸੀ ਕਿ ਕਾਰਪੋਰੇਟ ਕੰਪਨੀਆਂ ਦਾ ਖਹਿੜਾ ਤੇ (517, 177, 637, 291)
paragraph: ਉਮੀਦਵਾਰ ਦੀ ਉਮਰ 18 ਤੋਂ 35 ਸਾਲ ਹੋਣੀ ਚਾਹੀਦੀ ਹੈ ਅਤੇ ਵਿੱਦਿਅਕ ਯੋਗਤਾ ਦਸਵੀਂ ਜਾਂ ਬਾਰ੍ਹਵੀਂ ਪਾਸ ਹੋਣੀ ਚਾਹੀਦੀ ਹੈ। ਇੰਟਰਵਿਊ ਲਈ ਉਮੀਦਵਾਰ ਆਪਣੇ ਅਸਲ ਸਰਟੀਫਿਕੇਟ, ਆਧਾਰ ਕਾਰਡ ਅਤੇ ਪਾਸਪੋਰਟ ਸਾਈਜ਼ ਫੋਟੋ ਨਾਲ ਪਹੁੰਚਣ। (775, 699, 1000, 827)
portrait-photo-khanna (337, 474, 498, 574)
rotary-indira-pair (517, 585, 1000, 860)
headline-chuni-lal: ਚੁੰਨੀ ਲਾਲ ਸਚਦੇਵਾ ਡੀਏਵੀ ਸੈਂਨਟਰੀ ਪਬਲਿਕ ਸਕੂਲ ਜੈਤੋ ਦੇ ਵਿਦਿਆਰਥੀਆਂ ਨੇ ਗਾਇਤਰੀ ਮਹਾਂਮੰਤਰ ਦਾ ਕੀਤਾ ਜਾਪ (16, 986, 261, 1049)
